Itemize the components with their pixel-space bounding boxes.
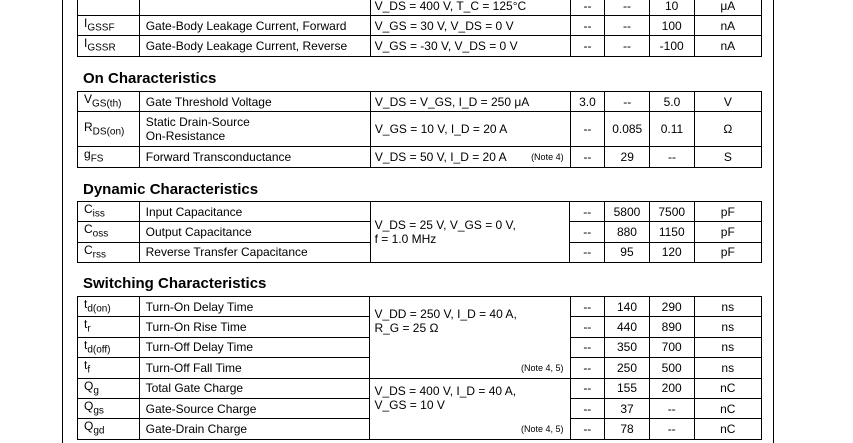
min-value: -- (570, 358, 605, 378)
typ-value: 880 (605, 222, 650, 242)
note-label: (Note 4, 5) (520, 423, 564, 434)
unit: ns (694, 297, 761, 317)
typ-value: -- (605, 36, 650, 56)
symbol: $R_{DS(on)}$ (78, 112, 140, 147)
parameter: Gate Threshold Voltage (139, 92, 370, 112)
min-value: -- (570, 419, 605, 439)
typ-value: 440 (605, 317, 650, 337)
conditions: V_GS = 10 V, I_D = 20 A (370, 112, 570, 147)
unit: nA (694, 36, 761, 56)
table-row (78, 202, 762, 222)
conditions: V_DD = 250 V, I_D = 40 A, R_G = 25 Ω (Note 4, 5) (370, 297, 570, 379)
symbol: $C_{iss}$ (78, 202, 140, 222)
table-row (78, 378, 762, 398)
parameter: Reverse Transfer Capacitance (139, 242, 370, 262)
unit: ns (694, 337, 761, 357)
typ-value: -- (605, 0, 650, 16)
parameter: Gate-Body Leakage Current, Reverse (139, 36, 370, 56)
symbol: $t_f$ (78, 358, 140, 378)
max-value: 5.0 (650, 92, 695, 112)
typ-value: 95 (605, 242, 650, 262)
parameter: Gate-Body Leakage Current, Forward (139, 16, 370, 36)
parameter: Input Capacitance (139, 202, 370, 222)
parameter (139, 0, 370, 16)
table-row (78, 16, 762, 36)
max-value: -- (650, 147, 695, 167)
max-value: 700 (649, 337, 694, 357)
unit: nA (694, 16, 761, 36)
switching-characteristics-table (77, 296, 762, 440)
unit: nC (694, 398, 761, 418)
table-row (78, 92, 762, 112)
min-value: -- (570, 398, 605, 418)
min-value: -- (570, 222, 605, 242)
parameter: Forward Transconductance (139, 147, 370, 167)
unit: V (694, 92, 761, 112)
typ-value: 78 (605, 419, 650, 439)
note-label: (Note 4) (531, 152, 564, 163)
symbol: $V_{GS(th)}$ (78, 92, 140, 112)
max-value: -100 (649, 36, 694, 56)
parameter: Turn-Off Delay Time (139, 337, 370, 357)
parameter: Gate-Source Charge (139, 398, 370, 418)
section-title-dynamic: Dynamic Characteristics (83, 181, 259, 198)
note-label: (Note 4, 5) (520, 362, 564, 373)
symbol: $t_{d(off)}$ (78, 337, 140, 357)
parameter: Total Gate Charge (139, 378, 370, 398)
min-value: -- (570, 202, 605, 222)
min-value: -- (570, 147, 605, 167)
conditions: V_DS = 25 V, V_GS = 0 V, f = 1.0 MHz (370, 202, 570, 263)
min-value: -- (570, 317, 605, 337)
min-value: -- (570, 337, 605, 357)
table-row (78, 0, 762, 16)
conditions: V_GS = -30 V, V_DS = 0 V (370, 36, 570, 56)
unit: nC (694, 419, 761, 439)
section-title-on: On Characteristics (83, 70, 217, 87)
min-value: -- (570, 36, 605, 56)
conditions: V_DS = 400 V, T_C = 125°C (370, 0, 570, 16)
unit: ns (694, 317, 761, 337)
unit: pF (694, 222, 761, 242)
max-value: 290 (649, 297, 694, 317)
typ-value: -- (605, 16, 650, 36)
unit: nC (694, 378, 761, 398)
parameter: Turn-On Delay Time (139, 297, 370, 317)
section-title-switching: Switching Characteristics (83, 275, 267, 292)
on-characteristics-table (77, 91, 762, 168)
min-value: -- (570, 0, 605, 16)
datasheet-page (62, 0, 774, 443)
unit: pF (694, 202, 761, 222)
leakage-table (77, 0, 762, 57)
parameter: Turn-Off Fall Time (139, 358, 370, 378)
conditions: V_GS = 30 V, V_DS = 0 V (370, 16, 570, 36)
min-value: -- (570, 112, 605, 147)
max-value: 10 (649, 0, 694, 16)
min-value: -- (570, 297, 605, 317)
symbol: $C_{rss}$ (78, 242, 140, 262)
parameter: Turn-On Rise Time (139, 317, 370, 337)
symbol: $I_{GSSF}$ (78, 16, 140, 36)
conditions: V_DS = 50 V, I_D = 20 A (Note 4) (370, 147, 570, 167)
symbol: $Q_{gd}$ (78, 419, 140, 439)
symbol: $C_{oss}$ (78, 222, 140, 242)
max-value: 500 (649, 358, 694, 378)
symbol (78, 0, 140, 16)
conditions: V_DS = 400 V, I_D = 40 A, V_GS = 10 V (Note 4, 5) (370, 378, 570, 439)
table-row (78, 112, 762, 147)
parameter: Output Capacitance (139, 222, 370, 242)
table-row (78, 36, 762, 56)
symbol: $t_r$ (78, 317, 140, 337)
typ-value: 29 (605, 147, 650, 167)
min-value: -- (570, 16, 605, 36)
symbol: $t_{d(on)}$ (78, 297, 140, 317)
vertical-scrollbar[interactable] (838, 0, 853, 443)
symbol: $I_{GSSR}$ (78, 36, 140, 56)
unit: S (694, 147, 761, 167)
parameter: Gate-Drain Charge (139, 419, 370, 439)
max-value: 890 (649, 317, 694, 337)
unit: ns (694, 358, 761, 378)
unit: μA (694, 0, 761, 16)
parameter: Static Drain-Source On-Resistance (139, 112, 370, 147)
symbol: $g_{FS}$ (78, 147, 140, 167)
typ-value: 140 (605, 297, 650, 317)
typ-value: 155 (605, 378, 650, 398)
min-value: -- (570, 242, 605, 262)
max-value: -- (649, 398, 694, 418)
typ-value: 0.085 (605, 112, 650, 147)
max-value: -- (649, 419, 694, 439)
typ-value: 5800 (605, 202, 650, 222)
unit: Ω (694, 112, 761, 147)
table-row (78, 297, 762, 317)
max-value: 7500 (649, 202, 694, 222)
typ-value: 350 (605, 337, 650, 357)
conditions: V_DS = V_GS, I_D = 250 μA (370, 92, 570, 112)
dynamic-characteristics-table (77, 201, 762, 263)
min-value: -- (570, 378, 605, 398)
max-value: 120 (649, 242, 694, 262)
max-value: 1150 (649, 222, 694, 242)
typ-value: -- (605, 92, 650, 112)
symbol: $Q_g$ (78, 378, 140, 398)
max-value: 200 (649, 378, 694, 398)
typ-value: 250 (605, 358, 650, 378)
typ-value: 37 (605, 398, 650, 418)
min-value: 3.0 (570, 92, 605, 112)
table-row (78, 147, 762, 167)
unit: pF (694, 242, 761, 262)
max-value: 0.11 (650, 112, 695, 147)
symbol: $Q_{gs}$ (78, 398, 140, 418)
max-value: 100 (649, 16, 694, 36)
